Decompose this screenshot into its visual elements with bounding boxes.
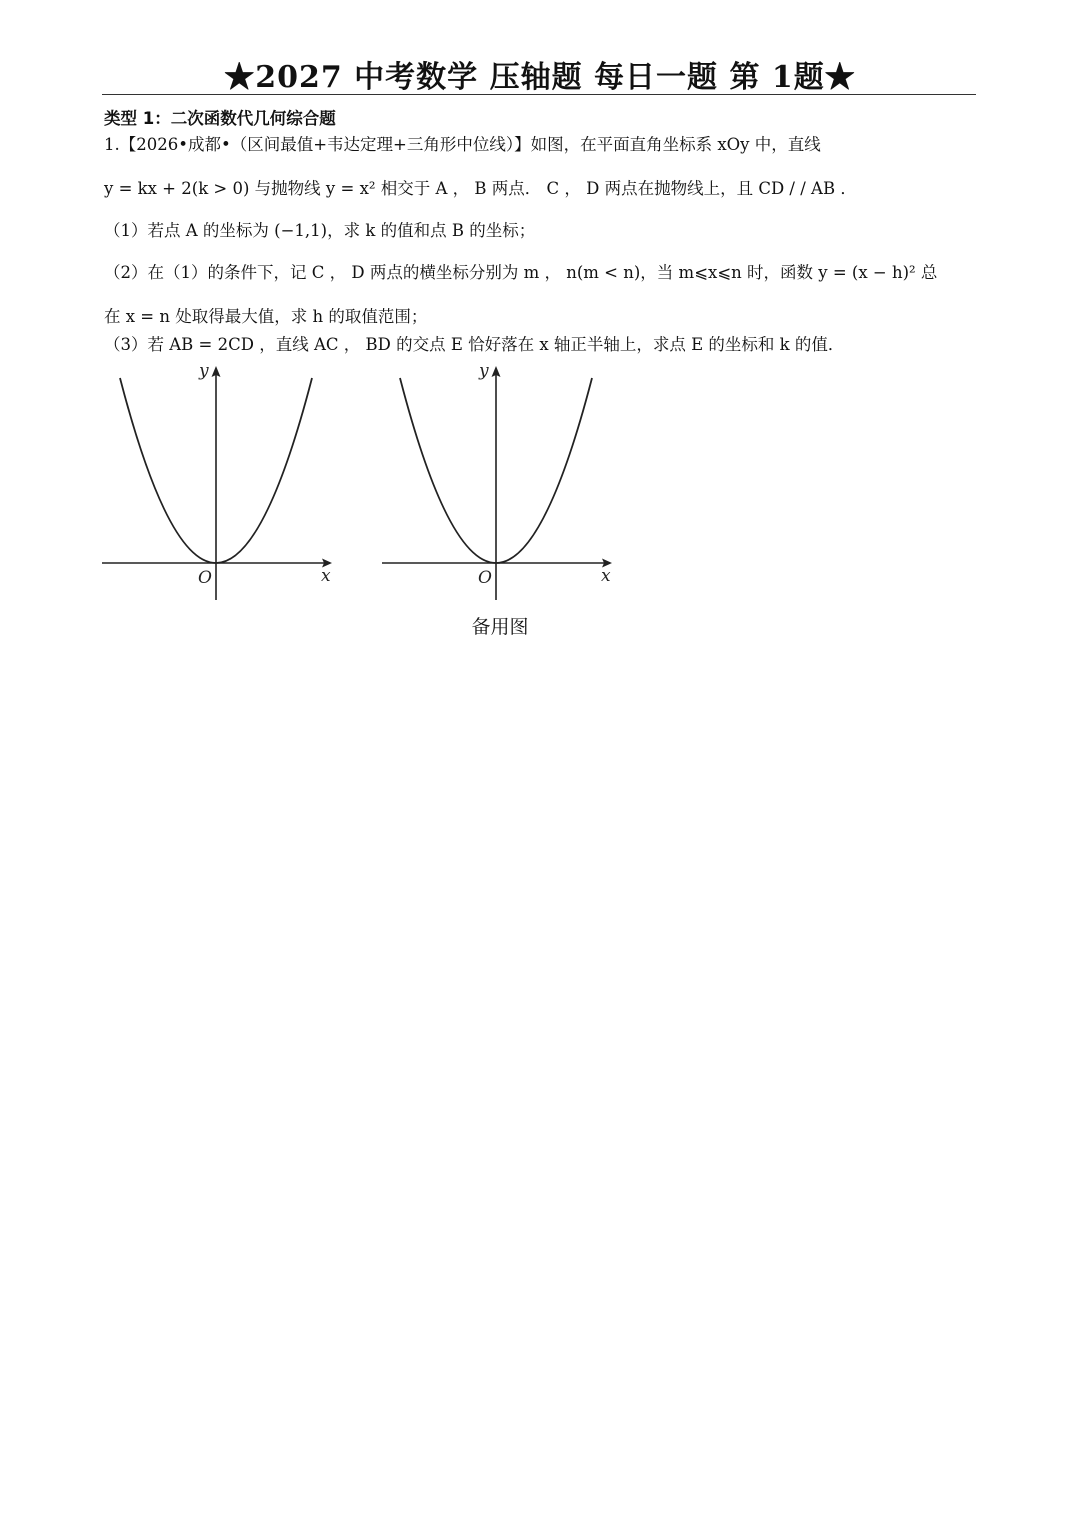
y-axis-label: y (199, 362, 209, 381)
figure-left-parabola (100, 362, 340, 604)
figure-right-parabola (380, 362, 620, 604)
problem-line-1: 1.【2026•成都•（区间最值+韦达定理+三角形中位线）】如图，在平面直角坐标系 xOy 中，直线 (104, 135, 821, 154)
problem-part-1: （1）若点 A 的坐标为 (−1,1)，求 k 的值和点 B 的坐标； (104, 221, 536, 240)
problem-type-label: 类型 1：二次函数代几何综合题 (104, 109, 336, 128)
page-title: ★2027 中考数学 压轴题 每日一题 第 1题★ (224, 60, 856, 95)
problem-part-2: （2）在（1）的条件下，记 C ， D 两点的横坐标分别为 m ， n(m < n)，当 m⩽x⩽n 时，函数 y = (x − h)² 总 (104, 263, 938, 282)
x-axis-label: x (321, 566, 331, 586)
problem-part-2-cont: 在 x = n 处取得最大值，求 h 的取值范围； (104, 307, 428, 326)
figure-caption: 备用图 (471, 616, 529, 638)
x-axis-label: x (601, 566, 611, 586)
origin-label: O (478, 568, 492, 588)
origin-label: O (198, 568, 212, 588)
problem-part-3: （3）若 AB = 2CD ，直线 AC ， BD 的交点 E 恰好落在 x 轴正半轴上，求点 E 的坐标和 k 的值． (104, 335, 845, 354)
y-axis-label: y (479, 362, 489, 381)
title-divider (102, 94, 976, 95)
problem-line-2: y = kx + 2(k > 0) 与抛物线 y = x² 相交于 A ， B 两点． C ， D 两点在抛物线上，且 CD / / AB ． (104, 179, 857, 198)
